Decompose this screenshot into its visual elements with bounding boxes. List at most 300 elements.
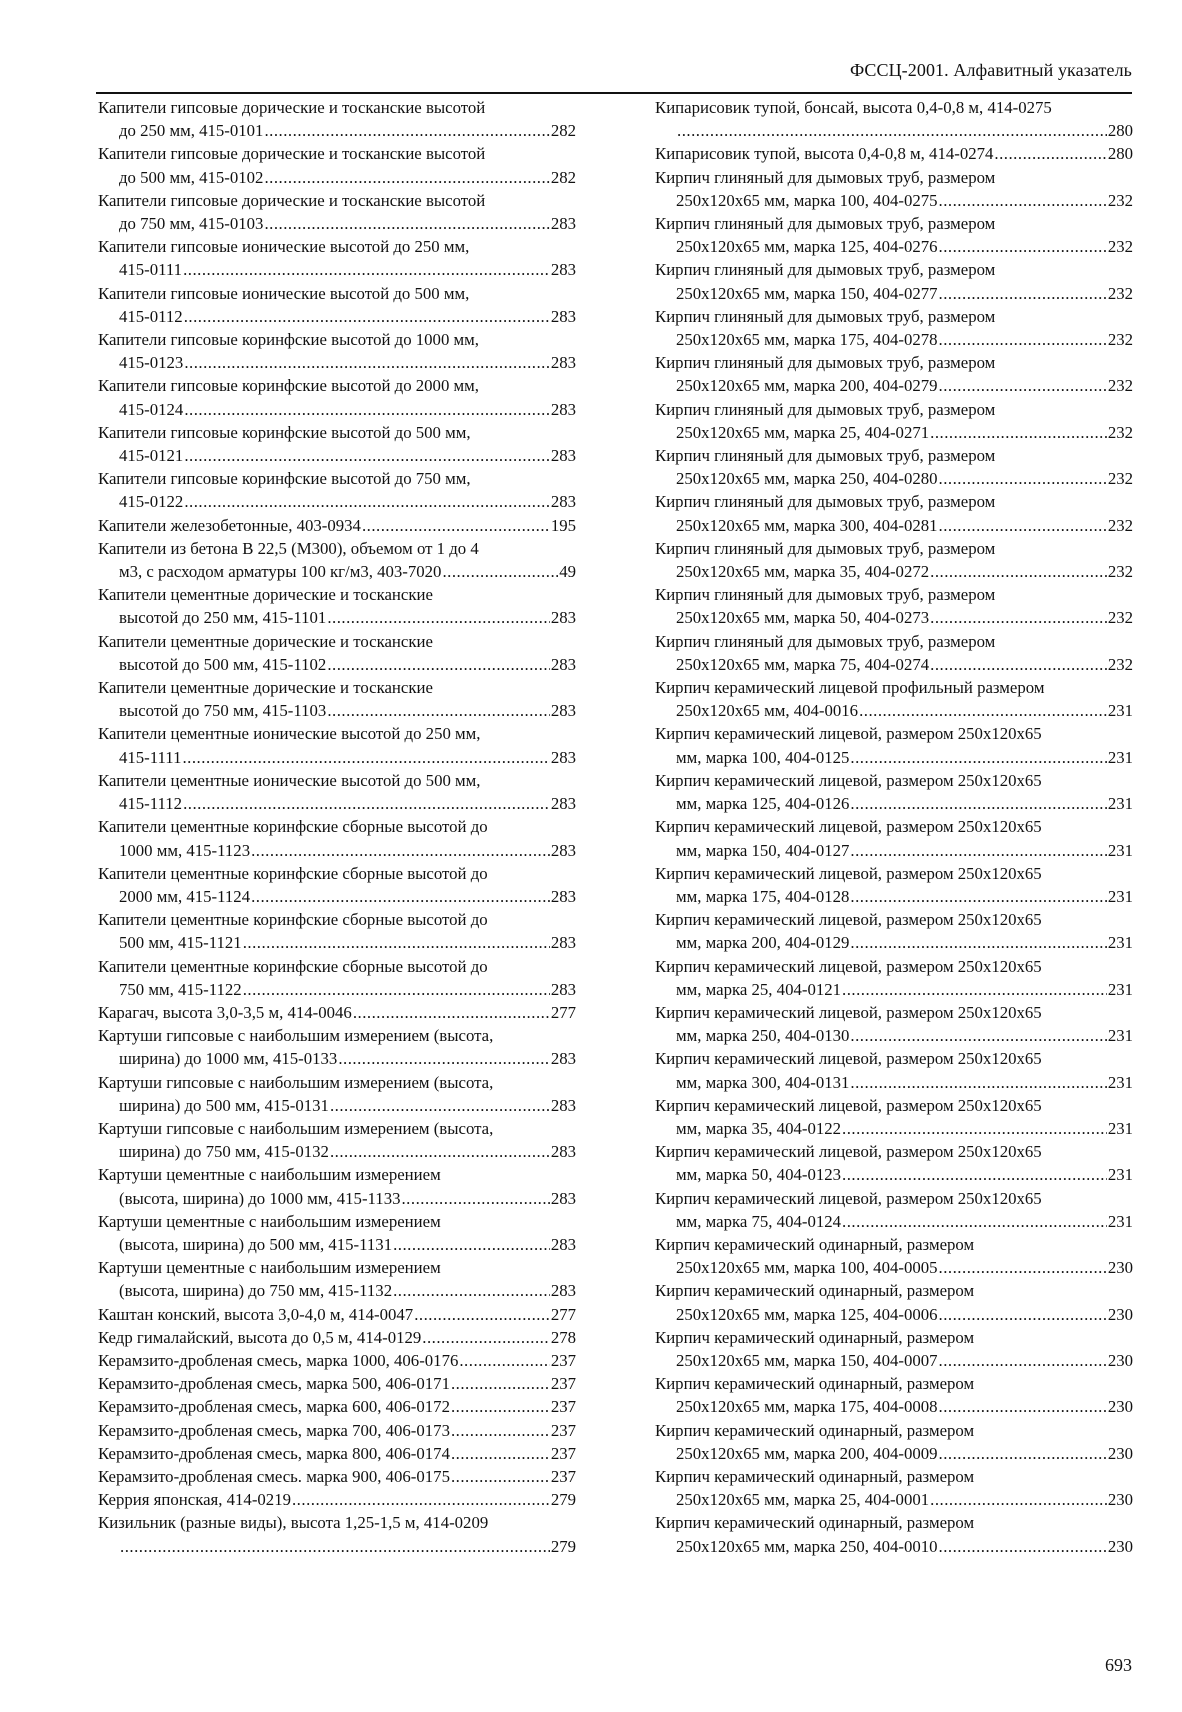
entry-text: высотой до 250 мм, 415-1101 <box>119 608 327 628</box>
entry-text: 250x120x65 мм, марка 175, 404-0278 <box>676 330 938 350</box>
entry-text: 415-0111 <box>119 260 183 280</box>
index-entry <box>98 1001 576 1024</box>
entry-text: Капители цементные дорические и тосканские <box>98 585 433 605</box>
entry-continuation-line <box>98 444 576 467</box>
index-entry <box>98 1303 576 1326</box>
entry-continuation-line <box>98 1535 576 1558</box>
entry-heading-line <box>655 490 1133 513</box>
index-entry <box>98 1117 576 1163</box>
dot-leader <box>939 1256 1107 1279</box>
entry-text: 415-0124 <box>119 399 184 419</box>
entry-heading-line <box>98 1326 576 1349</box>
entry-text: Кирпич глиняный для дымовых труб, размером <box>655 353 996 373</box>
dot-leader <box>442 560 558 583</box>
entry-heading-line <box>655 908 1133 931</box>
entry-continuation-line <box>655 606 1133 629</box>
dot-leader <box>184 490 550 513</box>
entry-continuation-line <box>98 490 576 513</box>
entry-page-number: 283 <box>550 1234 576 1254</box>
entry-text: Кирпич керамический одинарный, размером <box>655 1281 975 1301</box>
entry-text: Капители цементные дорические и тосканские <box>98 631 433 651</box>
entry-text: 500 мм, 415-1121 <box>119 933 242 953</box>
entry-heading-line <box>98 1024 576 1047</box>
entry-page-number: 283 <box>550 306 576 326</box>
dot-leader <box>414 1303 550 1326</box>
entry-page-number: 231 <box>1107 979 1133 999</box>
entry-text: Кирпич керамический лицевой, размером 250x120x65 <box>655 1188 1042 1208</box>
dot-leader <box>330 1094 550 1117</box>
entry-text: Картуши цементные с наибольшим измерением <box>98 1258 441 1278</box>
entry-heading-line <box>98 1395 576 1418</box>
entry-text: Кирпич керамический одинарный, размером <box>655 1420 975 1440</box>
dot-leader <box>393 1279 550 1302</box>
dot-leader <box>251 885 550 908</box>
index-entry <box>655 1279 1133 1325</box>
entry-text: 250x120x65 мм, марка 150, 404-0007 <box>676 1350 938 1370</box>
dot-leader <box>451 1465 550 1488</box>
entry-text: Капители гипсовые коринфские высотой до 2000 мм, <box>98 376 479 396</box>
entry-text: Картуши гипсовые с наибольшим измерением (высота, <box>98 1072 494 1092</box>
index-entry <box>655 398 1133 444</box>
entry-text: Картуши цементные с наибольшим измерением <box>98 1165 441 1185</box>
entry-text: Кирпич керамический лицевой, размером 250x120x65 <box>655 724 1042 744</box>
entry-text: 250x120x65 мм, марка 250, 404-0280 <box>676 469 938 489</box>
index-entry <box>98 722 576 768</box>
entry-page-number: 280 <box>1107 144 1133 164</box>
entry-page-number: 282 <box>550 167 576 187</box>
dot-leader <box>842 1163 1107 1186</box>
entry-text: Керамзито-дробленая смесь, марка 500, 406-0171 <box>98 1374 450 1394</box>
dot-leader <box>939 1535 1107 1558</box>
entry-text: Капители цементные ионические высотой до 250 мм, <box>98 724 481 744</box>
entry-page-number: 231 <box>1107 701 1133 721</box>
entry-heading-line <box>98 630 576 653</box>
entry-page-number: 237 <box>550 1420 576 1440</box>
entry-text: Кирпич керамический одинарный, размером <box>655 1327 975 1347</box>
entry-text: Капители цементные коринфские сборные высотой до <box>98 910 488 930</box>
dot-leader <box>362 514 550 537</box>
dot-leader <box>939 1442 1107 1465</box>
entry-page-number: 231 <box>1107 886 1133 906</box>
entry-heading-line <box>98 421 576 444</box>
entry-continuation-line <box>655 1349 1133 1372</box>
entry-text: до 250 мм, 415-0101 <box>119 121 264 141</box>
entry-continuation-line <box>655 119 1133 142</box>
entry-heading-line <box>98 235 576 258</box>
entry-text: Капители цементные дорические и тосканские <box>98 678 433 698</box>
entry-page-number: 231 <box>1107 933 1133 953</box>
entry-page-number: 283 <box>550 214 576 234</box>
entry-text: Кирпич глиняный для дымовых труб, размером <box>655 399 996 419</box>
entry-text: мм, марка 300, 404-0131 <box>676 1072 850 1092</box>
index-entry <box>98 1488 576 1511</box>
entry-continuation-line <box>655 1256 1133 1279</box>
dot-leader <box>243 978 550 1001</box>
entry-heading-line <box>98 142 576 165</box>
entry-page-number: 280 <box>1107 121 1133 141</box>
entry-page-number: 232 <box>1107 190 1133 210</box>
entry-heading-line <box>655 398 1133 421</box>
entry-heading-line <box>655 630 1133 653</box>
entry-heading-line <box>98 676 576 699</box>
entry-heading-line <box>98 1001 576 1024</box>
entry-heading-line <box>655 1187 1133 1210</box>
entry-page-number: 232 <box>1107 237 1133 257</box>
entry-continuation-line <box>655 514 1133 537</box>
entry-continuation-line <box>655 560 1133 583</box>
index-entry <box>655 166 1133 212</box>
entry-heading-line <box>98 1349 576 1372</box>
entry-heading-line <box>655 1326 1133 1349</box>
entry-text: Кирпич керамический лицевой, размером 250x120x65 <box>655 1095 1042 1115</box>
entry-continuation-line <box>655 1488 1133 1511</box>
dot-leader <box>184 398 550 421</box>
entry-text: мм, марка 150, 404-0127 <box>676 840 850 860</box>
entry-page-number: 230 <box>1107 1397 1133 1417</box>
entry-page-number: 283 <box>550 492 576 512</box>
entry-continuation-line <box>655 1442 1133 1465</box>
header-rule <box>96 92 1132 94</box>
dot-leader <box>939 1395 1107 1418</box>
index-entry <box>98 1071 576 1117</box>
entry-continuation-line <box>98 653 576 676</box>
index-entry <box>98 1326 576 1349</box>
entry-text: Картуши цементные с наибольшим измерением <box>98 1211 441 1231</box>
entry-page-number: 195 <box>550 515 576 535</box>
entry-heading-line <box>98 537 576 560</box>
dot-leader <box>401 1187 549 1210</box>
entry-heading-line <box>98 1163 576 1186</box>
entry-continuation-line <box>98 1233 576 1256</box>
page-number: 693 <box>1105 1655 1132 1675</box>
entry-continuation-line <box>655 421 1133 444</box>
entry-heading-line <box>98 1117 576 1140</box>
entry-continuation-line <box>98 606 576 629</box>
page-header-title: ФССЦ-2001. Алфавитный указатель <box>850 60 1132 80</box>
entry-heading-line <box>98 514 576 537</box>
entry-continuation-line <box>98 560 576 583</box>
entry-heading-line <box>655 537 1133 560</box>
dot-leader <box>850 1024 1106 1047</box>
index-entry <box>98 769 576 815</box>
index-entry <box>98 328 576 374</box>
index-entry <box>98 1419 576 1442</box>
entry-text: 250x120x65 мм, марка 200, 404-0279 <box>676 376 938 396</box>
entry-text: Кирпич глиняный для дымовых труб, размером <box>655 585 996 605</box>
entry-page-number: 232 <box>1107 283 1133 303</box>
dot-leader <box>327 653 550 676</box>
dot-leader <box>939 235 1107 258</box>
index-entry <box>655 1140 1133 1186</box>
entry-heading-line <box>655 1094 1133 1117</box>
dot-leader <box>182 746 549 769</box>
index-entry <box>655 676 1133 722</box>
entry-page-number: 283 <box>550 608 576 628</box>
entry-page-number: 231 <box>1107 1026 1133 1046</box>
entry-text: Керамзито-дробленая смесь, марка 700, 406-0173 <box>98 1420 450 1440</box>
dot-leader <box>939 282 1107 305</box>
entry-text: 250x120x65 мм, 404-0016 <box>676 701 859 721</box>
entry-continuation-line <box>98 885 576 908</box>
entry-continuation-line <box>98 1187 576 1210</box>
entry-heading-line <box>98 769 576 792</box>
entry-page-number: 230 <box>1107 1350 1133 1370</box>
entry-heading-line <box>655 1233 1133 1256</box>
entry-text: Керрия японская, 414-0219 <box>98 1490 291 1510</box>
entry-continuation-line <box>655 699 1133 722</box>
entry-page-number: 283 <box>550 886 576 906</box>
entry-page-number: 232 <box>1107 469 1133 489</box>
entry-continuation-line <box>98 398 576 421</box>
entry-page-number: 232 <box>1107 330 1133 350</box>
entry-text: мм, марка 175, 404-0128 <box>676 886 850 906</box>
dot-leader <box>243 931 550 954</box>
entry-text: мм, марка 125, 404-0126 <box>676 794 850 814</box>
entry-page-number: 279 <box>550 1536 576 1556</box>
entry-continuation-line <box>655 1535 1133 1558</box>
entry-page-number: 283 <box>550 979 576 999</box>
index-entry <box>655 583 1133 629</box>
dot-leader <box>939 1349 1107 1372</box>
entry-text: 250x120x65 мм, марка 50, 404-0273 <box>676 608 930 628</box>
entry-page-number: 279 <box>550 1490 576 1510</box>
dot-leader <box>859 699 1107 722</box>
index-entry <box>655 351 1133 397</box>
entry-text: Кирпич керамический лицевой, размером 250x120x65 <box>655 1049 1042 1069</box>
dot-leader <box>930 560 1107 583</box>
entry-continuation-line <box>98 258 576 281</box>
entry-text: 250x120x65 мм, марка 125, 404-0276 <box>676 237 938 257</box>
index-entry <box>655 490 1133 536</box>
index-entry <box>655 1465 1133 1511</box>
entry-text: ширина) до 1000 мм, 415-0133 <box>119 1049 338 1069</box>
entry-text: 415-0122 <box>119 492 184 512</box>
index-entry <box>655 1326 1133 1372</box>
entry-heading-line <box>655 583 1133 606</box>
dot-leader <box>264 166 549 189</box>
entry-heading-line <box>655 351 1133 374</box>
dot-leader <box>327 606 550 629</box>
entry-page-number: 231 <box>1107 1118 1133 1138</box>
entry-heading-line <box>655 444 1133 467</box>
index-entry <box>98 1163 576 1209</box>
entry-page-number: 283 <box>550 260 576 280</box>
entry-continuation-line <box>655 746 1133 769</box>
entry-heading-line <box>98 1256 576 1279</box>
index-entry <box>98 1465 576 1488</box>
entry-page-number: 232 <box>1107 422 1133 442</box>
dot-leader <box>930 1488 1107 1511</box>
entry-page-number: 232 <box>1107 608 1133 628</box>
entry-continuation-line <box>98 1047 576 1070</box>
index-entry <box>98 1442 576 1465</box>
entry-heading-line <box>655 862 1133 885</box>
entry-text: Капители гипсовые коринфские высотой до 1000 мм, <box>98 330 479 350</box>
entry-text: Кирпич глиняный для дымовых труб, размером <box>655 214 996 234</box>
entry-text: 415-1112 <box>119 794 183 814</box>
entry-text: 250x120x65 мм, марка 175, 404-0008 <box>676 1397 938 1417</box>
entry-page-number: 283 <box>550 1281 576 1301</box>
index-entry <box>98 282 576 328</box>
entry-text: 250x120x65 мм, марка 35, 404-0272 <box>676 562 930 582</box>
dot-leader <box>842 978 1107 1001</box>
entry-text: Кирпич керамический лицевой, размером 250x120x65 <box>655 863 1042 883</box>
entry-continuation-line <box>655 1024 1133 1047</box>
entry-heading-line <box>655 815 1133 838</box>
index-entry <box>98 1256 576 1302</box>
dot-leader <box>184 351 550 374</box>
index-entry <box>655 908 1133 954</box>
entry-heading-line <box>98 862 576 885</box>
entry-continuation-line <box>98 1094 576 1117</box>
dot-leader <box>451 1442 550 1465</box>
index-entry <box>655 1419 1133 1465</box>
entry-text: 250x120x65 мм, марка 250, 404-0010 <box>676 1536 938 1556</box>
dot-leader <box>183 258 550 281</box>
entry-heading-line <box>655 142 1133 165</box>
entry-text: Кирпич глиняный для дымовых труб, размером <box>655 538 996 558</box>
entry-text: Кедр гималайский, высота до 0,5 м, 414-0129 <box>98 1327 422 1347</box>
dot-leader <box>850 839 1106 862</box>
dot-leader <box>292 1488 550 1511</box>
entry-text: Кирпич глиняный для дымовых труб, размером <box>655 631 996 651</box>
entry-page-number: 237 <box>550 1443 576 1463</box>
entry-page-number: 282 <box>550 121 576 141</box>
entry-heading-line <box>655 96 1133 119</box>
entry-text: Кирпич керамический одинарный, размером <box>655 1234 975 1254</box>
entry-heading-line <box>655 258 1133 281</box>
entry-page-number: 283 <box>550 794 576 814</box>
entry-continuation-line <box>98 931 576 954</box>
entry-continuation-line <box>655 467 1133 490</box>
dot-leader <box>677 119 1107 142</box>
entry-continuation-line <box>98 1279 576 1302</box>
entry-text: Капители железобетонные, 403-0934 <box>98 515 361 535</box>
index-entry <box>655 1372 1133 1418</box>
entry-continuation-line <box>655 235 1133 258</box>
entry-text: мм, марка 250, 404-0130 <box>676 1026 850 1046</box>
entry-continuation-line <box>98 305 576 328</box>
index-entry <box>98 142 576 188</box>
entry-page-number: 232 <box>1107 515 1133 535</box>
entry-continuation-line <box>655 653 1133 676</box>
dot-leader <box>994 142 1106 165</box>
entry-page-number: 231 <box>1107 1211 1133 1231</box>
entry-heading-line <box>655 1372 1133 1395</box>
index-entry <box>98 815 576 861</box>
entry-heading-line <box>655 1279 1133 1302</box>
index-entry <box>98 421 576 467</box>
entry-heading-line <box>98 189 576 212</box>
entry-continuation-line <box>655 1163 1133 1186</box>
entry-text: 250x120x65 мм, марка 125, 404-0006 <box>676 1304 938 1324</box>
dot-leader <box>939 1303 1107 1326</box>
entry-page-number: 230 <box>1107 1490 1133 1510</box>
dot-leader <box>183 792 550 815</box>
entry-text: Капители цементные ионические высотой до 500 мм, <box>98 770 481 790</box>
entry-page-number: 232 <box>1107 562 1133 582</box>
entry-page-number: 283 <box>550 399 576 419</box>
index-entry <box>655 96 1133 142</box>
entry-text: Капители цементные коринфские сборные высотой до <box>98 863 488 883</box>
entry-heading-line <box>655 769 1133 792</box>
entry-heading-line <box>98 908 576 931</box>
index-entry <box>98 1395 576 1418</box>
dot-leader <box>850 931 1106 954</box>
index-entry <box>655 630 1133 676</box>
index-entry <box>98 955 576 1001</box>
dot-leader <box>264 119 549 142</box>
entry-continuation-line <box>655 1071 1133 1094</box>
index-entry <box>655 862 1133 908</box>
entry-text: 415-1111 <box>119 747 182 767</box>
entry-text: 250x120x65 мм, марка 300, 404-0281 <box>676 515 938 535</box>
index-entry <box>98 374 576 420</box>
entry-text: Кизильник (разные виды), высота 1,25-1,5 м, 414-0209 <box>98 1513 489 1533</box>
entry-continuation-line <box>655 792 1133 815</box>
entry-text: Кирпич керамический лицевой, размером 250x120x65 <box>655 770 1042 790</box>
entry-page-number: 283 <box>550 353 576 373</box>
entry-heading-line <box>655 1140 1133 1163</box>
entry-text: (высота, ширина) до 750 мм, 415-1132 <box>119 1281 393 1301</box>
entry-text: мм, марка 35, 404-0122 <box>676 1118 842 1138</box>
entry-text: Капители из бетона В 22,5 (М300), объемом от 1 до 4 <box>98 538 479 558</box>
entry-heading-line <box>98 1511 576 1534</box>
dot-leader <box>842 1210 1107 1233</box>
entry-page-number: 49 <box>559 562 576 582</box>
entry-text: Капители гипсовые коринфские высотой до 500 мм, <box>98 422 471 442</box>
index-entry <box>655 1047 1133 1093</box>
entry-text: Кирпич керамический лицевой, размером 250x120x65 <box>655 1002 1042 1022</box>
entry-page-number: 232 <box>1107 376 1133 396</box>
entry-text: 415-0112 <box>119 306 183 326</box>
index-entry <box>655 537 1133 583</box>
dot-leader <box>451 1372 550 1395</box>
entry-page-number: 231 <box>1107 1072 1133 1092</box>
entry-text: Карагач, высота 3,0-3,5 м, 414-0046 <box>98 1002 352 1022</box>
entry-heading-line <box>655 305 1133 328</box>
dot-leader <box>850 1071 1106 1094</box>
entry-text: Кирпич глиняный для дымовых труб, размером <box>655 446 996 466</box>
dot-leader <box>422 1326 550 1349</box>
entry-heading-line <box>98 583 576 606</box>
entry-heading-line <box>655 955 1133 978</box>
entry-text: Кирпич керамический лицевой, размером 250x120x65 <box>655 956 1042 976</box>
entry-heading-line <box>98 1071 576 1094</box>
dot-leader <box>850 792 1106 815</box>
entry-continuation-line <box>98 351 576 374</box>
entry-text: Картуши гипсовые с наибольшим измерением (высота, <box>98 1118 494 1138</box>
index-entry <box>655 1511 1133 1557</box>
entry-page-number: 277 <box>550 1304 576 1324</box>
entry-text: Кирпич керамический лицевой, размером 250x120x65 <box>655 817 1042 837</box>
entry-text: 250x120x65 мм, марка 25, 404-0271 <box>676 422 930 442</box>
entry-continuation-line <box>98 699 576 722</box>
entry-heading-line <box>98 96 576 119</box>
entry-text: мм, марка 200, 404-0129 <box>676 933 850 953</box>
index-entry <box>98 96 576 142</box>
entry-page-number: 230 <box>1107 1536 1133 1556</box>
index-entry <box>655 1094 1133 1140</box>
entry-text: Капители гипсовые дорические и тосканские высотой <box>98 190 486 210</box>
dot-leader <box>330 1140 550 1163</box>
entry-page-number: 237 <box>550 1466 576 1486</box>
index-entry <box>98 630 576 676</box>
index-entry <box>98 1024 576 1070</box>
dot-leader <box>264 212 549 235</box>
index-column-left <box>98 96 576 1558</box>
index-column-right <box>655 96 1133 1558</box>
